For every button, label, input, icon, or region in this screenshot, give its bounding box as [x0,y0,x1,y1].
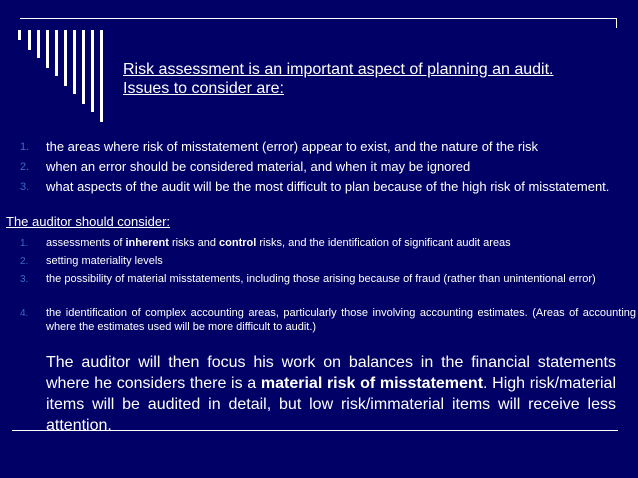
section-subheading: The auditor should consider: [6,214,171,229]
list-number: 1. [20,141,30,153]
text-segment: risks, and the identification of significant audit areas [256,237,511,249]
decorative-bar [73,30,76,94]
issue-text: the areas where risk of misstatement (error) appear to exist, and the nature of the risk [46,139,539,154]
decorative-bar [37,30,40,58]
closing-paragraph [46,352,616,436]
text-segment: . High risk/material items will be audited in detail, but low risk/immaterial items will receive less attention. [46,375,617,434]
decorative-bar [91,30,94,112]
consideration-text: the possibility of material misstatements, including those arising because of fraud (rather than unintentional error) [46,273,596,285]
top-rule [20,18,616,19]
bold-phrase: material risk of misstatement [260,375,484,392]
decorative-bar [100,30,103,122]
decorative-bar [55,30,58,76]
list-number: 4. [20,308,29,319]
decorative-bar [82,30,85,104]
issue-text: what aspects of the audit will be the most difficult to plan because of the high risk of misstatement. [46,179,610,194]
issue-text: when an error should be considered material, and when it may be ignored [46,159,471,174]
list-number: 1. [20,238,29,249]
list-number: 2. [20,161,30,173]
corner-rule [616,18,617,28]
list-number: 2. [20,256,29,267]
text-segment: The auditor will then focus his work on balances in the financial statements where he considers there is a [46,354,616,392]
bold-term: inherent [125,237,169,249]
consideration-text: setting materiality levels [46,255,163,267]
decorative-bar [28,30,31,50]
decorative-bar [18,30,21,40]
list-number: 3. [20,274,29,285]
bold-term: control [219,237,257,249]
consideration-text [46,236,636,250]
text-segment: assessments of [46,237,126,249]
title-line: Risk assessment is an important aspect of planning an audit. [123,61,554,78]
list-number: 3. [20,181,30,193]
decorative-bar [64,30,67,86]
decorative-bar [46,30,49,68]
title-line: Issues to consider are: [123,80,284,97]
text-segment: risks and [168,237,220,249]
consideration-text: the identification of complex accounting areas, particularly those involving accounting estimates. (Areas of accounting where the estimates used will be more difficult to audit.) [46,307,636,333]
slide-title [123,60,623,98]
